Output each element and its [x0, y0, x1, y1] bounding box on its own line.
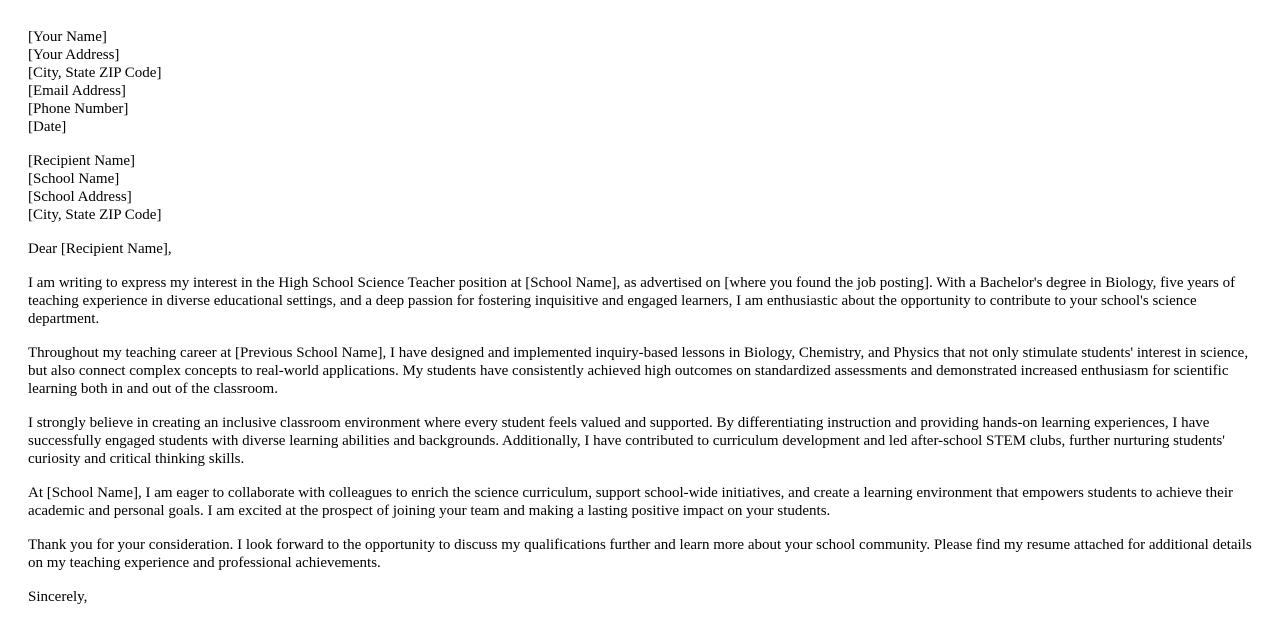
sender-city-state-zip: [City, State ZIP Code] [28, 65, 162, 81]
sender-phone: [Phone Number] [28, 101, 129, 117]
body-paragraph-thanks: Thank you for your consideration. I look forward to the opportunity to discuss my qualifications further and learn more about your school community. Please find my resume attached for additional details on my teaching experience and professional achievements. [28, 537, 1252, 571]
body-paragraph-experience: Throughout my teaching career at [Previous School Name], I have designed and implemented inquiry-based lessons in Biology, Chemistry, and Physics that not only stimulate students' interest in science, but also connect complex concepts to real-world applications. My students have consistently achieved high outcomes on standardized assessments and demonstrated increased enthusiasm for scientific learning both in and out of the classroom. [28, 345, 1249, 397]
recipient-school-name: [School Name] [28, 171, 120, 187]
body-paragraph-inclusion: I strongly believe in creating an inclusive classroom environment where every student feels valued and supported. By differentiating instruction and providing hands-on learning experiences, I have successfully engaged students with diverse learning abilities and backgrounds. Additionally, I have contributed to curriculum development and led after-school STEM clubs, further nurturing students' curiosity and critical thinking skills. [28, 415, 1225, 467]
recipient-address-block [28, 152, 1256, 224]
closing: Sincerely, [28, 589, 88, 605]
body-paragraph-intro: I am writing to express my interest in the High School Science Teacher position at [School Name], as advertised on [where you found the job posting]. With a Bachelor's degree in Biology, five years of teaching experience in diverse educational settings, and a deep passion for fostering inquisitive and engaged learners, I am enthusiastic about the opportunity to contribute to your school's science department. [28, 275, 1236, 327]
letter-date: [Date] [28, 119, 67, 135]
sender-email: [Email Address] [28, 83, 126, 99]
sender-address-block [28, 28, 1256, 136]
sender-address: [Your Address] [28, 47, 120, 63]
recipient-city-state-zip: [City, State ZIP Code] [28, 207, 162, 223]
body-paragraph-collaboration: At [School Name], I am eager to collaborate with colleagues to enrich the science curriculum, support school-wide initiatives, and create a learning environment that empowers students to achieve their academic and personal goals. I am excited at the prospect of joining your team and making a lasting positive impact on your students. [28, 485, 1233, 519]
recipient-school-address: [School Address] [28, 189, 132, 205]
sender-name: [Your Name] [28, 29, 107, 45]
cover-letter [28, 28, 1256, 622]
recipient-name: [Recipient Name] [28, 153, 136, 169]
salutation: Dear [Recipient Name], [28, 241, 172, 257]
